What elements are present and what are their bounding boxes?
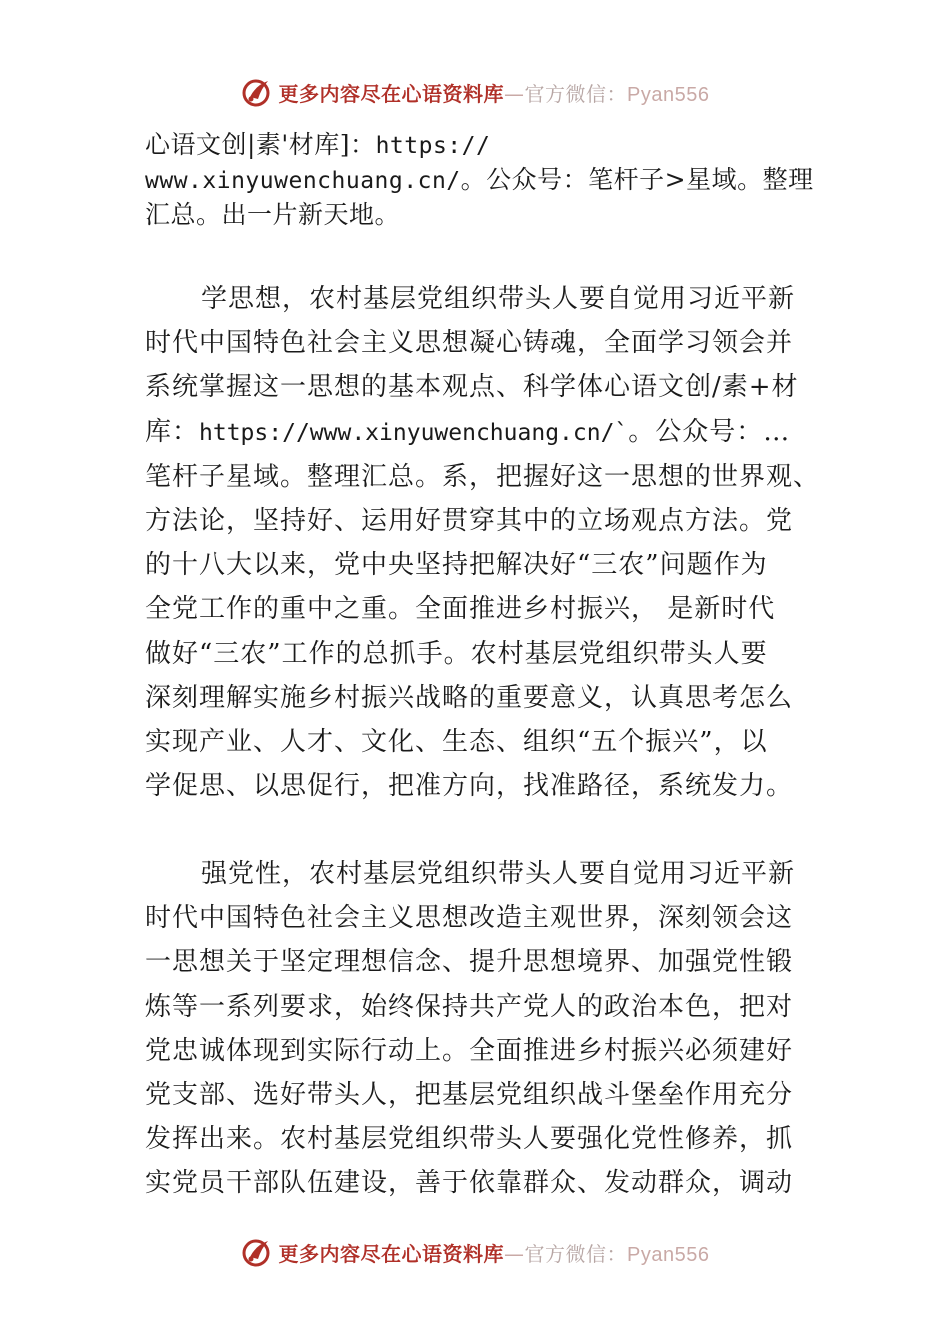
banner-wechat-label: 官方微信： xyxy=(524,1241,628,1266)
source-line-2 xyxy=(145,163,825,198)
source-url-part2: www.xinyuwenchuang.cn/ xyxy=(145,168,461,194)
source-line-1 xyxy=(145,128,825,163)
text-line: 发挥出来。农村基层党组织带头人要强化党性修养，抓 xyxy=(145,1124,794,1155)
brush-logo-icon xyxy=(241,75,275,109)
paragraph-study-thought xyxy=(145,277,820,808)
text-line: 强党性，农村基层党组织带头人要自觉用习近平新 xyxy=(201,859,796,889)
text-line: 时代中国特色社会主义思想改造主观世界，深刻领会这 xyxy=(145,903,794,934)
banner-dash: — xyxy=(504,1241,525,1266)
footer-banner xyxy=(0,1232,950,1272)
text-line: 深刻理解实施乡村振兴战略的重要意义，认真思考怎么 xyxy=(145,682,794,713)
text-line: 学思想，农村基层党组织带头人要自觉用习近平新 xyxy=(201,284,796,314)
text-line: 炼等一系列要求，始终保持共产党人的政治本色，把对 xyxy=(145,991,794,1022)
brush-logo-icon xyxy=(241,1235,275,1269)
paragraph-strengthen-party xyxy=(145,852,820,1206)
text-line: 学促思、以思促行，把准方向，找准路径，系统发力。 xyxy=(145,771,794,802)
inline-url: https://www.xinyuwenchuang.cn/` xyxy=(199,419,629,446)
text-line: 全党工作的重中之重。全面推进乡村振兴， 是新时代 xyxy=(145,594,776,625)
banner-wechat-label: 官方微信： xyxy=(524,81,628,106)
source-line-3: 汇总。出一片新天地。 xyxy=(145,200,401,229)
banner-highlight: 更多内容尽在心语资料库 xyxy=(278,1241,505,1266)
text-line: 做好“三农”工作的总抓手。农村基层党组织带头人要 xyxy=(145,638,768,669)
text-line: 实现产业、人才、文化、生态、组织“五个振兴”，以 xyxy=(145,727,768,758)
banner-highlight: 更多内容尽在心语资料库 xyxy=(278,81,505,106)
text-line: 方法论，坚持好、运用好贯穿其中的立场观点方法。党 xyxy=(145,506,794,537)
source-label: 心语文创|素'材库]： xyxy=(145,130,376,159)
banner-dash: — xyxy=(504,81,525,106)
text-line: 的十八大以来，党中央坚持把解决好“三农”问题作为 xyxy=(145,550,768,581)
source-url-part1: https:// xyxy=(375,133,491,159)
text-fragment: 。公众号：… xyxy=(628,416,791,447)
banner-text xyxy=(279,1238,710,1267)
text-line: 一思想关于坚定理想信念、提升思想境界、加强党性锻 xyxy=(145,947,794,978)
text-line: 系统掌握这一思想的基本观点、科学体心语文创/素+材 xyxy=(145,372,799,403)
text-line xyxy=(145,410,820,455)
header-banner xyxy=(0,72,950,112)
source-note xyxy=(145,128,825,231)
banner-text xyxy=(279,78,710,107)
text-line: 时代中国特色社会主义思想凝心铸魂，全面学习领会并 xyxy=(145,328,794,359)
source-account: 。公众号：笔杆子>星域。整理 xyxy=(460,165,814,194)
text-line: 党支部、选好带头人，把基层党组织战斗堡垒作用充分 xyxy=(145,1080,794,1111)
banner-wechat-id: Pyan556 xyxy=(627,83,710,106)
text-line: 党忠诚体现到实际行动上。全面推进乡村振兴必须建好 xyxy=(145,1035,794,1066)
banner-wechat-id: Pyan556 xyxy=(627,1243,710,1266)
text-fragment: 库： xyxy=(145,416,200,447)
text-line: 笔杆子星域。整理汇总。系，把握好这一思想的世界观、 xyxy=(145,461,821,492)
text-line: 实党员干部队伍建设，善于依靠群众、发动群众，调动 xyxy=(145,1168,794,1199)
